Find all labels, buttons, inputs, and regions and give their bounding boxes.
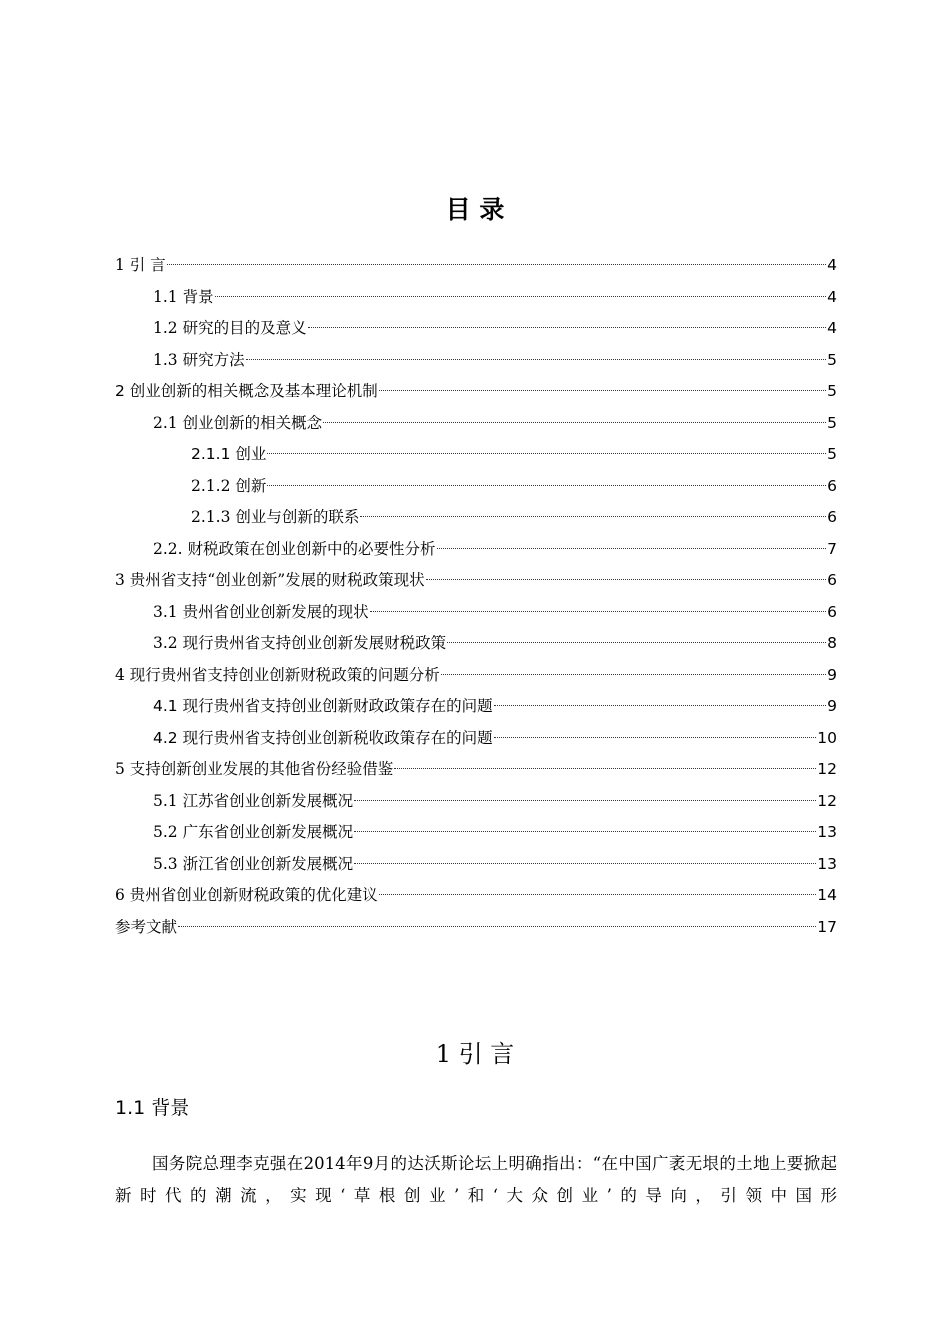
toc-entry-title: 2.1.1 创业 <box>191 445 267 463</box>
toc-entry-page-number: 6 <box>827 508 837 526</box>
toc-dot-leader <box>379 390 826 391</box>
toc-entry-title: 1.3 研究方法 <box>153 350 245 369</box>
toc-entry[interactable] <box>115 691 837 723</box>
toc-entry-page-number: 17 <box>817 917 837 936</box>
toc-entry-title: 5.3 浙江省创业创新发展概况 <box>153 854 354 873</box>
toc-entry[interactable] <box>115 408 837 440</box>
toc-entry[interactable] <box>115 250 837 282</box>
toc-entry[interactable] <box>115 786 837 818</box>
toc-entry[interactable] <box>115 376 837 408</box>
toc-dot-leader <box>437 548 827 549</box>
toc-entry-title: 1 引 言 <box>115 256 166 274</box>
toc-dot-leader <box>267 453 826 454</box>
toc-entry-page-number: 6 <box>827 571 837 589</box>
toc-entry[interactable] <box>115 880 837 912</box>
toc-entry-page-number: 12 <box>817 791 837 810</box>
toc-entry-page-number: 4 <box>827 319 837 337</box>
toc-dot-leader <box>354 831 816 832</box>
toc-entry[interactable] <box>115 817 837 849</box>
toc-dot-leader <box>447 642 826 643</box>
toc-entry-title: 2.1 创业创新的相关概念 <box>153 413 323 432</box>
toc-entry-title: 1.2 研究的目的及意义 <box>153 319 307 337</box>
toc-entry[interactable] <box>115 628 837 660</box>
toc-entry-title: 4.2 现行贵州省支持创业创新税收政策存在的问题 <box>153 728 493 747</box>
toc-entry-title: 3.1 贵州省创业创新发展的现状 <box>153 602 369 621</box>
toc-entry[interactable] <box>115 565 837 597</box>
toc-entry[interactable] <box>115 849 837 881</box>
toc-entry-page-number: 6 <box>827 476 837 495</box>
toc-entry[interactable] <box>115 502 837 534</box>
toc-dot-leader <box>379 894 816 895</box>
toc-entry-page-number: 4 <box>827 256 837 274</box>
toc-entry[interactable] <box>115 313 837 345</box>
toc-entry[interactable] <box>115 912 837 944</box>
toc-dot-leader <box>246 359 827 360</box>
toc-entry[interactable] <box>115 597 837 629</box>
toc-entry-page-number: 14 <box>817 886 837 904</box>
toc-entry-title: 2.1.2 创新 <box>191 476 267 495</box>
toc-entry[interactable] <box>115 282 837 314</box>
toc-dot-leader <box>360 516 826 517</box>
toc-dot-leader <box>494 705 827 706</box>
toc-entry-title: 2.1.3 创业与创新的联系 <box>191 508 360 526</box>
toc-entry[interactable] <box>115 345 837 377</box>
toc-entry-title: 4 现行贵州省支持创业创新财税政策的问题分析 <box>115 665 440 684</box>
toc-entry-page-number: 4 <box>827 287 837 306</box>
toc-entry-title: 2 创业创新的相关概念及基本理论机制 <box>115 382 378 400</box>
table-of-contents <box>115 250 837 943</box>
toc-dot-leader <box>394 768 816 769</box>
toc-dot-leader <box>178 926 816 927</box>
toc-entry[interactable] <box>115 754 837 786</box>
body-paragraph: 国务院总理李克强在2014年9月的达沃斯论坛上明确指出：“在中国广袤无垠的土地上要掀起新时代的潮流，实现‘草根创业’和‘大众创业’的导向，引领中国形 <box>115 1154 837 1205</box>
toc-entry-title: 参考文献 <box>115 917 178 936</box>
toc-entry-page-number: 12 <box>817 760 837 778</box>
toc-title: 目 录 <box>445 195 505 224</box>
toc-dot-leader <box>323 422 826 423</box>
toc-entry-page-number: 7 <box>827 539 837 558</box>
toc-entry-title: 1.1 背景 <box>153 287 214 306</box>
section-title: 1.1 背景 <box>115 1097 190 1119</box>
toc-dot-leader <box>267 485 826 486</box>
toc-entry-title: 5.2 广东省创业创新发展概况 <box>153 823 354 841</box>
toc-entry-page-number: 8 <box>827 634 837 652</box>
toc-entry[interactable] <box>115 439 837 471</box>
toc-entry-page-number: 5 <box>827 445 837 463</box>
toc-dot-leader <box>370 611 827 612</box>
toc-dot-leader <box>441 674 826 675</box>
toc-entry[interactable] <box>115 723 837 755</box>
toc-dot-leader <box>354 800 816 801</box>
toc-entry-title: 6 贵州省创业创新财税政策的优化建议 <box>115 886 378 904</box>
toc-entry-page-number: 13 <box>817 854 837 873</box>
toc-entry-page-number: 9 <box>827 665 837 684</box>
toc-entry[interactable] <box>115 660 837 692</box>
toc-entry-page-number: 5 <box>827 350 837 369</box>
toc-entry-page-number: 13 <box>817 823 837 841</box>
toc-entry-page-number: 5 <box>827 413 837 432</box>
toc-dot-leader <box>426 579 826 580</box>
toc-entry-title: 5 支持创新创业发展的其他省份经验借鉴 <box>115 760 394 778</box>
toc-entry-title: 3 贵州省支持“创业创新”发展的财税政策现状 <box>115 571 425 589</box>
chapter-title: 1 引 言 <box>435 1040 515 1068</box>
toc-entry-title: 2.2. 财税政策在创业创新中的必要性分析 <box>153 539 436 558</box>
toc-entry-title: 3.2 现行贵州省支持创业创新发展财税政策 <box>153 634 447 652</box>
toc-entry[interactable] <box>115 471 837 503</box>
toc-entry-title: 4.1 现行贵州省支持创业创新财政政策存在的问题 <box>153 697 493 715</box>
toc-dot-leader <box>494 737 817 738</box>
toc-entry[interactable] <box>115 534 837 566</box>
toc-entry-page-number: 6 <box>827 602 837 621</box>
toc-dot-leader <box>354 863 816 864</box>
toc-dot-leader <box>308 327 827 328</box>
toc-entry-page-number: 9 <box>827 697 837 715</box>
toc-dot-leader <box>167 264 826 265</box>
toc-entry-page-number: 10 <box>817 728 837 747</box>
toc-dot-leader <box>215 296 827 297</box>
toc-entry-page-number: 5 <box>827 382 837 400</box>
toc-entry-title: 5.1 江苏省创业创新发展概况 <box>153 791 354 810</box>
